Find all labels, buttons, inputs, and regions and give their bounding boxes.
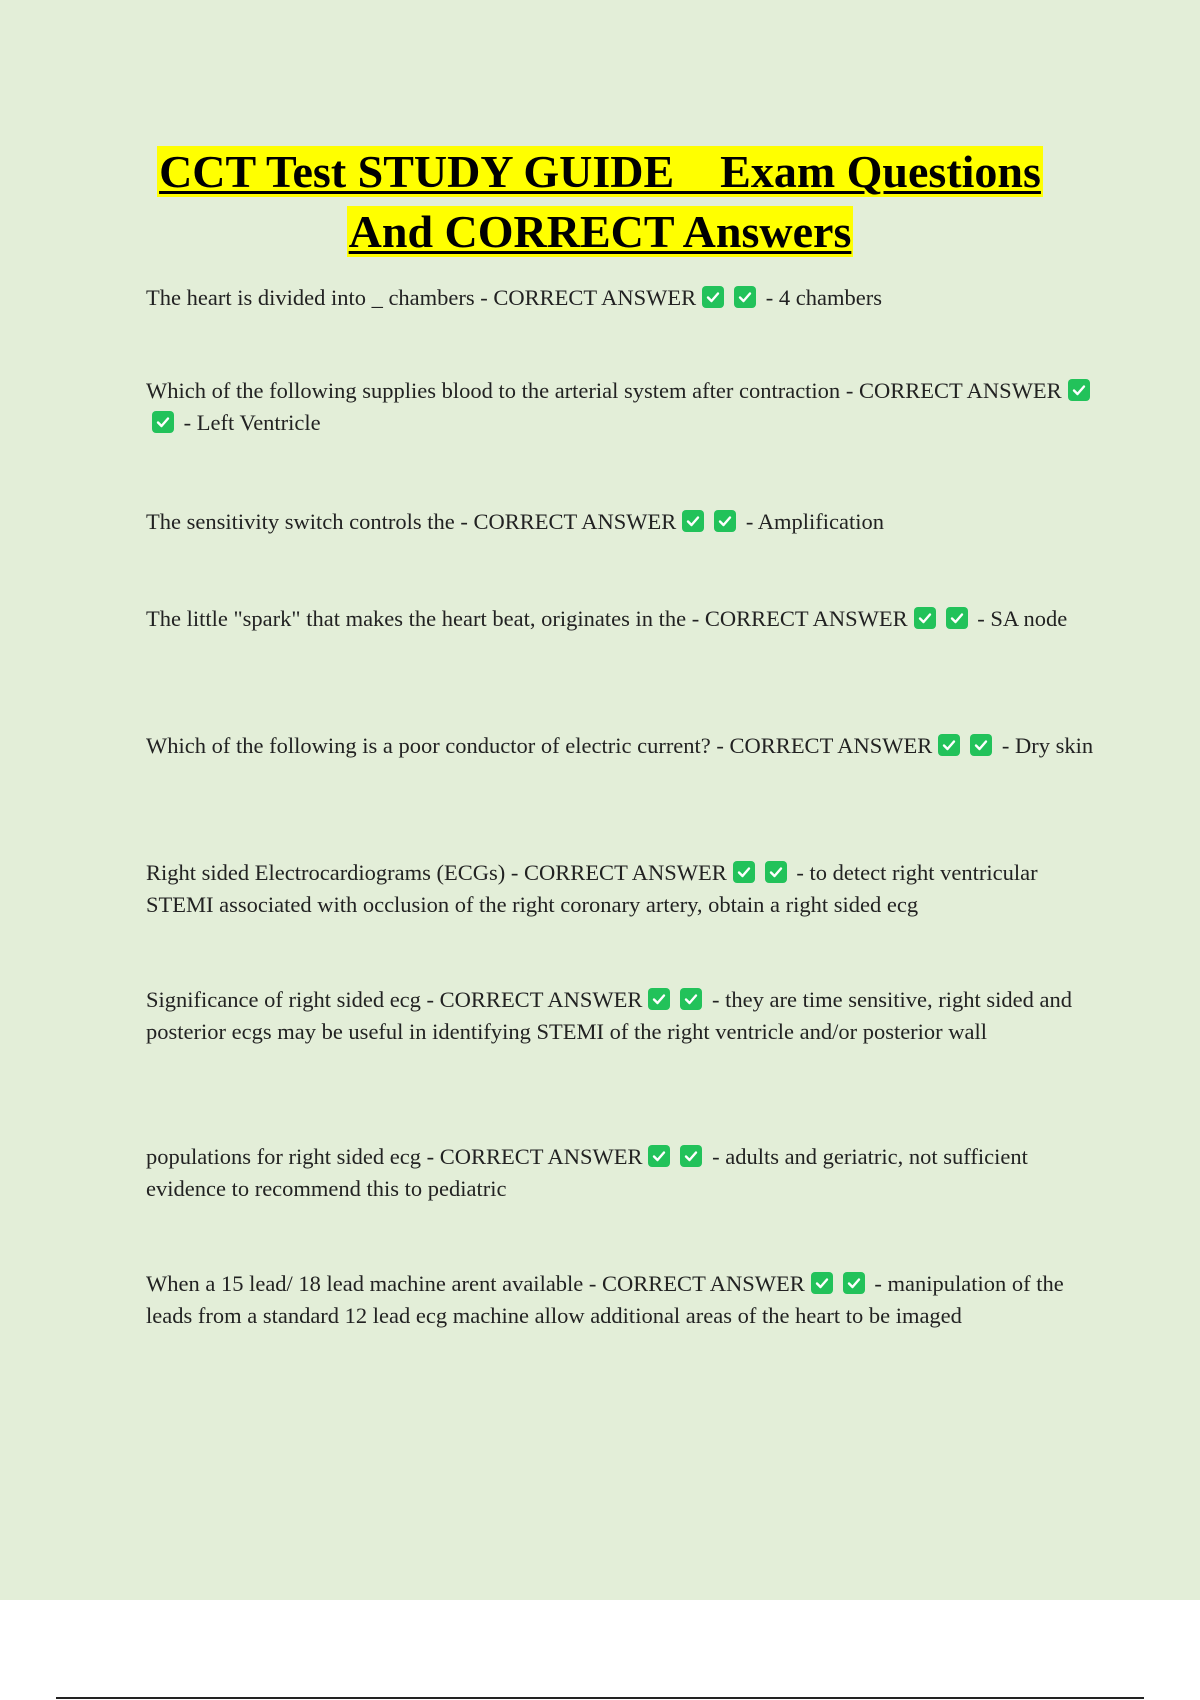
question-text: Significance of right sided ecg [146,987,421,1012]
answer-label: CORRECT ANSWER [439,1144,643,1169]
question-text: populations for right sided ecg [146,1144,421,1169]
check-mark-icon [702,286,724,308]
question-text: The heart is divided into _ chambers [146,285,475,310]
qa-item: Which of the following supplies blood to the arterial system after contraction - CORRECT ANSWER - Left Ventricle [146,375,1096,439]
title-line-1: CCT Test STUDY GUIDE Exam Questions [159,146,1041,197]
check-mark-icon [682,510,704,532]
answer-label: CORRECT ANSWER [493,285,697,310]
check-mark-icon [765,861,787,883]
answer-label: CORRECT ANSWER [524,860,727,885]
check-mark-icon [946,607,968,629]
check-mark-icon [680,988,702,1010]
check-mark-icon [680,1145,702,1167]
check-mark-icon [152,411,174,433]
check-mark-icon [811,1272,833,1294]
answer-text: Dry skin [1015,733,1094,758]
qa-item: Which of the following is a poor conductor of electric current? - CORRECT ANSWER - Dry skin [146,733,1094,758]
question-text: Which of the following is a poor conductor of electric current? [146,733,711,758]
qa-item: The sensitivity switch controls the - CORRECT ANSWER - Amplification [146,509,884,534]
question-text: The sensitivity switch controls the [146,509,455,534]
answer-text: adults and geriatric, not sufficient evidence to recommend this to pediatric [146,1144,1028,1201]
answer-label: CORRECT ANSWER [602,1271,805,1296]
qa-item: Significance of right sided ecg - CORRECT ANSWER - they are time sensitive, right sided and posterior ecgs may be useful in identifying STEMI of the right ventricle and/or posterior wall [146,987,1072,1044]
check-mark-icon [970,734,992,756]
answer-text: they are time sensitive, right sided and posterior ecgs may be useful in identifying STEMI of the right ventricle and/or posterior wall [146,987,1072,1044]
title-line-2: And CORRECT Answers [348,206,852,257]
check-mark-icon [734,286,756,308]
check-mark-icon [1068,379,1090,401]
answer-text: SA node [990,606,1068,631]
answer-label: CORRECT ANSWER [858,378,1062,403]
page-title [0,142,1200,262]
qa-item: When a 15 lead/ 18 lead machine arent available - CORRECT ANSWER - manipulation of the leads from a standard 12 lead ecg machine allow additional areas of the heart to be imaged [146,1271,1064,1328]
question-text: The little "spark" that makes the heart beat, originates in the [146,606,687,631]
question-text: Right sided Electrocardiograms (ECGs) [146,860,506,885]
check-mark-icon [648,988,670,1010]
footer-divider [56,1697,1144,1699]
qa-item: Right sided Electrocardiograms (ECGs) - CORRECT ANSWER - to detect right ventricular STEMI associated with occlusion of the right coronary artery, obtain a right sided ecg [146,860,1038,917]
qa-item: The heart is divided into _ chambers - CORRECT ANSWER - 4 chambers [146,285,882,310]
answer-text: Amplification [757,509,884,534]
answer-label: CORRECT ANSWER [439,987,643,1012]
answer-text: Left Ventricle [196,410,321,435]
check-mark-icon [843,1272,865,1294]
answer-text: 4 chambers [778,285,882,310]
question-text: When a 15 lead/ 18 lead machine arent available [146,1271,584,1296]
answer-label: CORRECT ANSWER [704,606,908,631]
check-mark-icon [714,510,736,532]
check-mark-icon [648,1145,670,1167]
question-text: Which of the following supplies blood to the arterial system after contraction [146,378,841,403]
check-mark-icon [938,734,960,756]
answer-text: to detect right ventricular STEMI associated with occlusion of the right coronary artery, obtain a right sided ecg [146,860,1038,917]
check-mark-icon [733,861,755,883]
answer-label: CORRECT ANSWER [729,733,933,758]
qa-item: The little "spark" that makes the heart beat, originates in the - CORRECT ANSWER - SA node [146,606,1068,631]
qa-item: populations for right sided ecg - CORRECT ANSWER - adults and geriatric, not sufficient evidence to recommend this to pediatric [146,1144,1028,1201]
answer-text: manipulation of the leads from a standard 12 lead ecg machine allow additional areas of the heart to be imaged [146,1271,1064,1328]
check-mark-icon [914,607,936,629]
answer-label: CORRECT ANSWER [473,509,677,534]
